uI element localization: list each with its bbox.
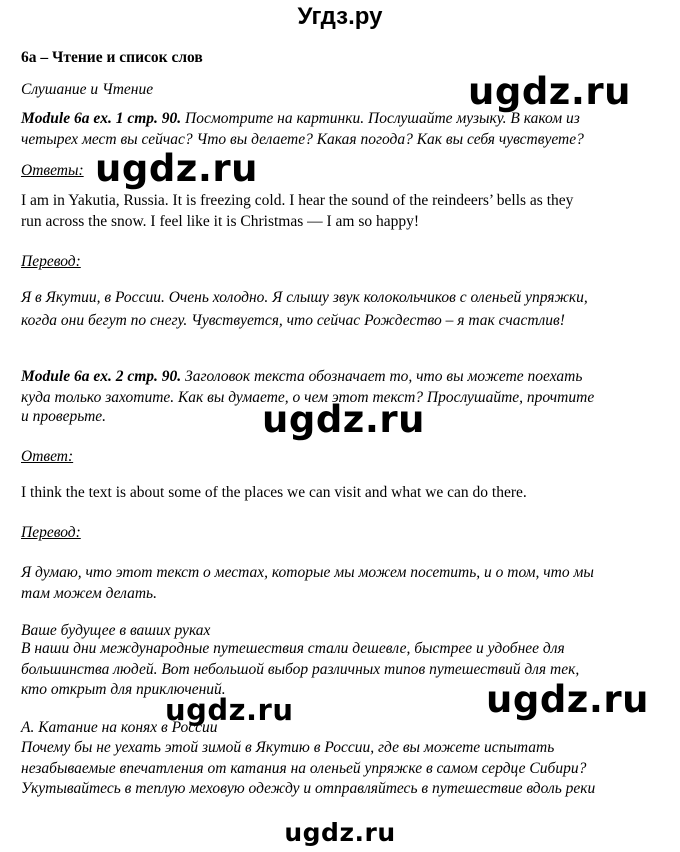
article-section-a-title: A. Катание на конях в России [21, 719, 218, 736]
article-section-a-line-2: незабываемые впечатления от катания на оленьей упряжке в самом сердце Сибири? [21, 760, 587, 777]
article-title: Ваше будущее в ваших руках [21, 622, 211, 639]
site-header: Угдз.ру [297, 3, 383, 30]
ex1-task-line-2: четырех мест вы сейчас? Что вы делаете? Какая погода? Как вы себя чувствуете? [21, 131, 584, 148]
watermark: ugdz.ru [165, 693, 294, 727]
ex1-translation-label: Перевод: [21, 253, 81, 270]
ex2-task-line-3: и проверьте. [21, 408, 107, 425]
watermark: ugdz.ru [262, 398, 425, 441]
ex2-translation-label: Перевод: [21, 524, 81, 541]
article-section-a-line-3: Укутывайтесь в теплую меховую одежду и отправляйтесь в путешествие вдоль реки [21, 780, 596, 797]
article-intro-line-3: кто открыт для приключений. [21, 681, 226, 698]
footer-watermark: ugdz.ru [284, 818, 396, 847]
ex2-task-text-1: Заголовок текста обозначает то, что вы можете поехать [185, 368, 583, 385]
ex1-task-text-1: Посмотрите на картинки. Послушайте музыку. В каком из [185, 110, 580, 127]
watermark: ugdz.ru [468, 70, 631, 113]
ex1-answer-line-2: run across the snow. I feel like it is Christmas — I am so happy! [21, 213, 420, 230]
article-intro-line-1: В наши дни международные путешествия стали дешевле, быстрее и удобнее для [21, 640, 565, 657]
article-intro-line-2: большинства людей. Вот небольшой выбор различных типов путешествий для тек, [21, 661, 580, 678]
ex1-answer-label: Ответы: [21, 162, 84, 179]
ex1-ref: Module 6a ex. 1 стр. 90. [21, 110, 182, 127]
ex2-task-line-2: куда только захотите. Как вы думаете, о чем этот текст? Прослушайте, прочтите [21, 389, 595, 406]
ex2-translation-line-2: там можем делать. [21, 585, 157, 602]
ex2-answer-label: Ответ: [21, 448, 74, 465]
ex2-answer: I think the text is about some of the places we can visit and what we can do there. [21, 484, 527, 501]
ex2-task-line-1 [21, 366, 582, 388]
article-section-a-line-1: Почему бы не уехать этой зимой в Якутию в России, где вы можете испытать [21, 739, 555, 756]
watermark: ugdz.ru [486, 678, 649, 721]
ex2-ref: Module 6a ex. 2 стр. 90. [21, 368, 182, 385]
section-title: 6a – Чтение и список слов [21, 49, 203, 66]
ex1-answer-line-1: I am in Yakutia, Russia. It is freezing cold. I hear the sound of the reindeers’ bells as they [21, 192, 574, 209]
watermark: ugdz.ru [95, 147, 258, 190]
ex1-translation-line-1: Я в Якутии, в России. Очень холодно. Я слышу звук колокольчиков с оленьей упряжки, [21, 289, 588, 306]
ex1-translation-line-2: когда они бегут по снегу. Чувствуется, что сейчас Рождество – я так счастлив! [21, 312, 565, 329]
ex2-translation-line-1: Я думаю, что этот текст о местах, которые мы можем посетить, и о том, что мы [21, 564, 594, 581]
subheading: Слушание и Чтение [21, 81, 154, 98]
